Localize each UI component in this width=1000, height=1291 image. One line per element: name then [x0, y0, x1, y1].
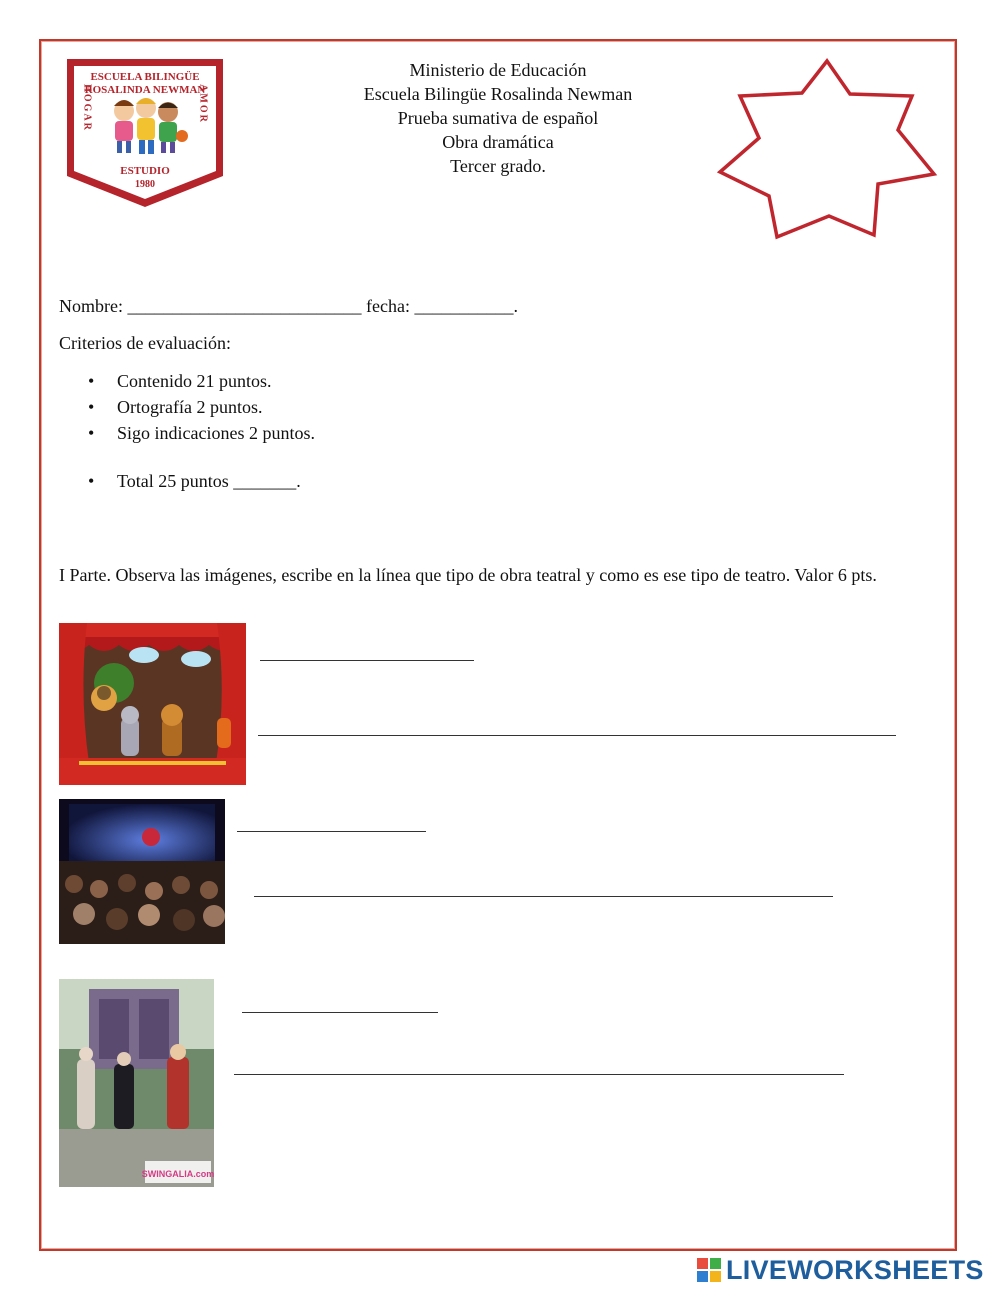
header-ministry: Ministerio de Educación [409, 60, 587, 80]
criteria-item: • Ortografía 2 puntos. [88, 394, 315, 420]
street-theater-image [59, 979, 214, 1187]
header-topic: Obra dramática [442, 132, 554, 152]
grade-star-icon [716, 58, 938, 242]
answer-line-2-type[interactable] [237, 831, 426, 832]
swingalia-watermark: SWINGALIA.com [141, 1169, 214, 1179]
answer-line-1-type[interactable] [260, 660, 474, 661]
liveworksheets-logo-icon [697, 1258, 721, 1282]
header-school: Escuela Bilingüe Rosalinda Newman [363, 84, 633, 104]
logo-top-line1: ESCUELA BILINGÜE [90, 71, 200, 83]
answer-line-1-description[interactable] [258, 735, 896, 736]
document-header [250, 58, 746, 178]
logo-bottom-line1: ESTUDIO [120, 165, 170, 177]
criteria-item: • Contenido 21 puntos. [88, 368, 315, 394]
header-test: Prueba sumativa de español [397, 108, 599, 128]
audience-theater-image [59, 799, 225, 944]
answer-line-3-type[interactable] [242, 1012, 438, 1013]
name-date-line[interactable]: Nombre: __________________________ fecha: ___________. [59, 296, 518, 316]
total-points[interactable]: • Total 25 puntos _______. [88, 468, 301, 494]
criteria-list [88, 368, 315, 446]
liveworksheets-brand-text: LIVEWORKSHEETS [726, 1254, 984, 1285]
answer-line-2-description[interactable] [254, 896, 833, 897]
total-list [88, 468, 301, 494]
logo-right-word: AMOR [197, 84, 209, 124]
answer-line-3-description[interactable] [234, 1074, 844, 1075]
part1-instruction: I Parte. Observa las imágenes, escribe en la línea que tipo de obra teatral y como es ese tipo de teatro. Valor 6 pts. [59, 565, 877, 585]
header-grade: Tercer grado. [450, 156, 546, 176]
puppet-theater-image [59, 623, 246, 785]
logo-left-word: HOGAR [81, 84, 93, 132]
liveworksheets-brand [697, 1255, 997, 1285]
school-logo [64, 56, 226, 210]
criteria-item: • Sigo indicaciones 2 puntos. [88, 420, 315, 446]
criteria-title: Criterios de evaluación: [59, 333, 231, 353]
logo-bottom-line2: 1980 [135, 179, 155, 190]
logo-top-line2: ROSALINDA NEWMAN [84, 84, 206, 96]
